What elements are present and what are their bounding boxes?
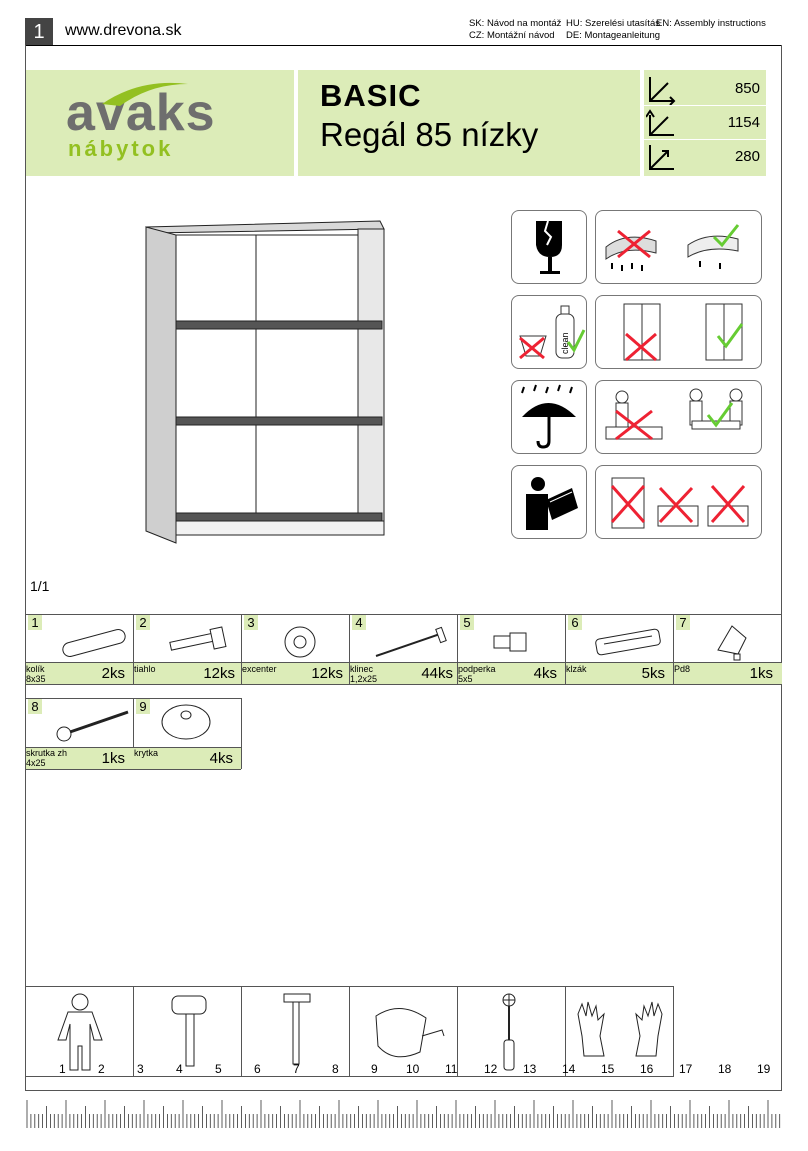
cleaner-box <box>511 295 587 369</box>
cam-lock-icon <box>276 620 326 664</box>
dry-cloth-icon <box>596 211 761 283</box>
part-cell-7: 7 Pd8 1ks <box>674 615 773 682</box>
upright-box <box>595 295 762 369</box>
glider-pad-icon <box>590 618 670 662</box>
hammer-icon <box>276 992 316 1072</box>
no-climbing-box <box>595 465 762 539</box>
do-not-drag-upright-icon <box>596 296 761 368</box>
logo-swoosh-icon <box>100 78 190 108</box>
dimension-depth: 280 <box>644 140 766 173</box>
shelf-product-drawing <box>140 215 390 545</box>
read-manual-box <box>511 465 587 539</box>
keep-dry-icon <box>512 381 586 453</box>
parts-row1-bottom <box>25 684 782 685</box>
read-manual-icon <box>512 466 586 538</box>
brand-name: avaks <box>66 84 216 142</box>
dowel-icon <box>56 620 136 664</box>
lang-hu-de: HU: Szerelési utasítás DE: Montageanleitung <box>566 18 661 41</box>
two-person-box <box>595 380 762 454</box>
width-axis-icon <box>646 73 678 105</box>
gloves-icon <box>568 996 672 1068</box>
dimension-height: 1154 <box>644 106 766 140</box>
part-cell-2: 2 tiahlo 12ks <box>134 614 241 684</box>
height-axis-icon <box>646 107 678 139</box>
product-series: BASIC <box>320 78 422 113</box>
product-name: Regál 85 nízky <box>320 116 539 153</box>
page-number: 1 <box>25 18 53 46</box>
svg-text:clean: clean <box>560 332 570 354</box>
part-cell-3: 3 excenter 12ks <box>242 615 343 682</box>
cover-cap-icon <box>158 700 218 744</box>
hanger-bracket-icon <box>710 620 760 664</box>
cleaning-cloth-box <box>595 210 762 284</box>
no-chemical-cleaner-icon <box>512 296 586 368</box>
ruler-ticks <box>25 1078 783 1134</box>
part-cell-1: 1 kolík 8x35 2ks <box>26 614 133 684</box>
part-cell-8: 8 skrutka zh 4x25 1ks <box>26 698 133 769</box>
part-cell-6: 6 klzák 5ks <box>566 614 673 684</box>
depth-axis-icon <box>646 141 678 173</box>
fragile-box <box>511 210 587 284</box>
tape-measure-icon <box>370 1000 450 1064</box>
brand-subtitle: nábytok <box>68 136 174 161</box>
part-cell-9: 9 krytka 4ks <box>134 699 233 767</box>
two-person-assembly-icon <box>596 381 761 453</box>
umbrella-box <box>511 380 587 454</box>
bolt-connector-icon <box>162 618 242 662</box>
fragile-glass-icon <box>512 211 586 283</box>
lang-sk-cz: SK: Návod na montáž CZ: Montážní návod <box>469 18 562 41</box>
no-climbing-icon <box>596 466 761 538</box>
screw-icon <box>50 702 134 746</box>
ruler-labels: 1 2 3 4 5 6 7 8 9 10 11 12 13 14 15 16 17 18 19 <box>59 1062 771 1076</box>
dimension-width: 850 <box>644 72 766 106</box>
mallet-icon <box>160 992 220 1072</box>
page-label: 1/1 <box>30 578 50 594</box>
part-cell-4: 4 klinec 1,2x25 44ks <box>350 614 457 684</box>
website-url[interactable]: www.drevona.sk <box>65 22 182 39</box>
lang-en: EN: Assembly instructions <box>656 18 766 29</box>
page-frame <box>25 45 782 1090</box>
shelf-support-icon <box>488 624 538 660</box>
nail-icon <box>370 620 456 664</box>
part-cell-5: 5 podperka 5x5 4ks <box>458 615 557 684</box>
